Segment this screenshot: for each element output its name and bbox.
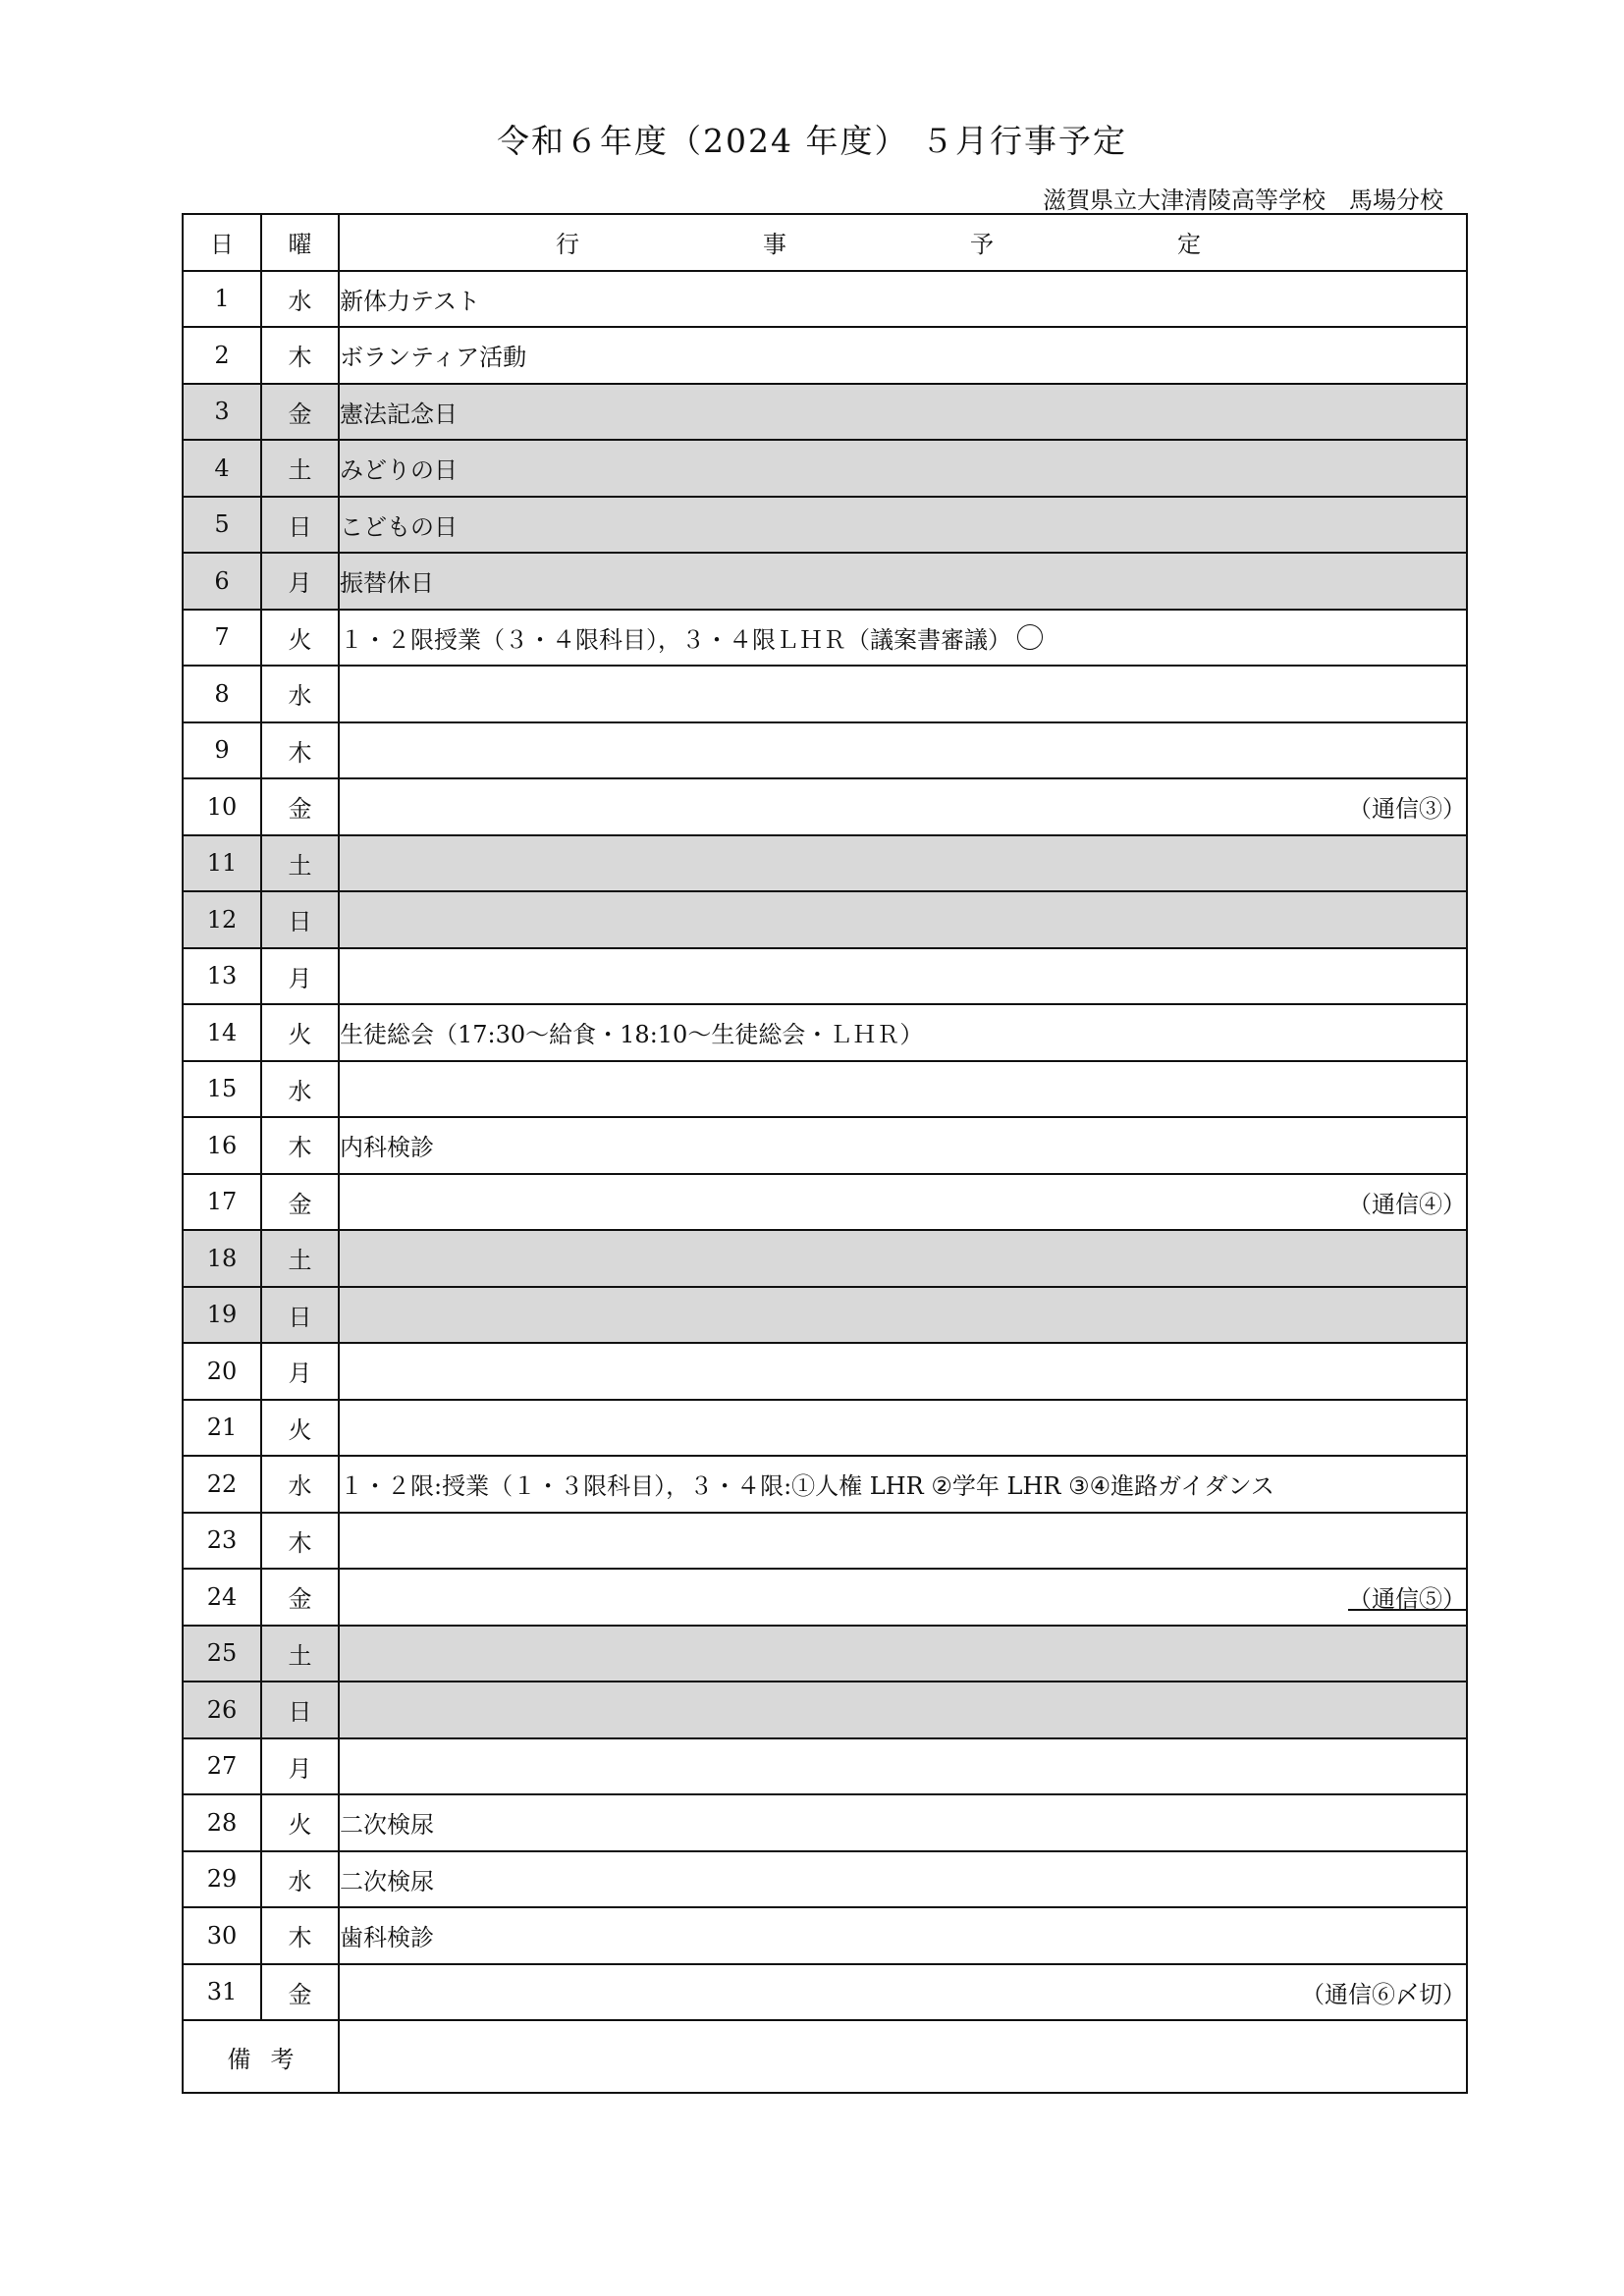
header-events-char: 予 xyxy=(970,231,994,259)
event-cell xyxy=(339,1174,1467,1231)
remarks-label-cell xyxy=(183,2020,339,2093)
weekday-cell: 月 xyxy=(261,1343,339,1400)
event-cell xyxy=(339,327,1467,384)
event-cell xyxy=(339,722,1467,779)
event-cell xyxy=(339,666,1467,722)
event-note: （通信③） xyxy=(1348,795,1466,824)
event-cell xyxy=(339,1569,1467,1626)
day-cell: 1 xyxy=(183,271,261,328)
table-row xyxy=(183,891,1467,948)
table-row xyxy=(183,440,1467,497)
table-row xyxy=(183,1851,1467,1908)
weekday-cell: 木 xyxy=(261,1117,339,1174)
event-cell xyxy=(339,1230,1467,1287)
event-cell xyxy=(339,1794,1467,1851)
weekday-cell: 木 xyxy=(261,1907,339,1964)
day-cell: 19 xyxy=(183,1287,261,1344)
weekday-cell: 火 xyxy=(261,1004,339,1061)
event-cell xyxy=(339,891,1467,948)
event-cell xyxy=(339,1117,1467,1174)
table-row xyxy=(183,1061,1467,1118)
weekday-cell: 水 xyxy=(261,666,339,722)
event-cell xyxy=(339,1964,1467,2021)
table-row xyxy=(183,1456,1467,1513)
table-row xyxy=(183,497,1467,554)
table-row xyxy=(183,1004,1467,1061)
day-cell: 8 xyxy=(183,666,261,722)
weekday-cell: 水 xyxy=(261,1851,339,1908)
weekday-cell: 火 xyxy=(261,610,339,667)
table-row xyxy=(183,553,1467,610)
event-cell xyxy=(339,778,1467,835)
table-row xyxy=(183,1569,1467,1626)
school-name: 滋賀県立大津清陵高等学校 馬場分校 xyxy=(1043,187,1443,214)
weekday-cell: 土 xyxy=(261,440,339,497)
day-cell: 24 xyxy=(183,1569,261,1626)
header-events-char: 定 xyxy=(1177,231,1201,259)
table-row xyxy=(183,271,1467,328)
day-cell: 16 xyxy=(183,1117,261,1174)
weekday-cell: 土 xyxy=(261,835,339,892)
day-cell: 26 xyxy=(183,1682,261,1738)
event-cell xyxy=(339,1907,1467,1964)
event-text: 二次検尿 xyxy=(340,1867,434,1896)
day-cell: 17 xyxy=(183,1174,261,1231)
header-weekday: 曜 xyxy=(261,214,339,271)
event-text: １・２限授業（３・４限科目），３・４限ＬＨＲ（議案書審議） xyxy=(340,625,1011,654)
table-row xyxy=(183,1174,1467,1231)
event-cell xyxy=(339,835,1467,892)
event-note: （通信⑤） xyxy=(1348,1585,1466,1614)
day-cell: 3 xyxy=(183,384,261,441)
day-cell: 29 xyxy=(183,1851,261,1908)
weekday-cell: 木 xyxy=(261,327,339,384)
weekday-cell: 日 xyxy=(261,1682,339,1738)
day-cell: 30 xyxy=(183,1907,261,1964)
event-cell xyxy=(339,1513,1467,1570)
event-cell xyxy=(339,1456,1467,1513)
event-text: 内科検診 xyxy=(340,1134,434,1162)
table-header-row xyxy=(183,214,1467,271)
weekday-cell: 月 xyxy=(261,1738,339,1795)
table-row xyxy=(183,778,1467,835)
weekday-cell: 日 xyxy=(261,497,339,554)
event-cell xyxy=(339,1287,1467,1344)
table-row xyxy=(183,1343,1467,1400)
weekday-cell: 月 xyxy=(261,948,339,1005)
weekday-cell: 木 xyxy=(261,1513,339,1570)
day-cell: 6 xyxy=(183,553,261,610)
event-note: （通信④） xyxy=(1348,1190,1466,1218)
day-cell: 22 xyxy=(183,1456,261,1513)
weekday-cell: 金 xyxy=(261,778,339,835)
page-title: 令和６年度（2024 年度） ５月行事予定 xyxy=(497,122,1127,160)
day-cell: 14 xyxy=(183,1004,261,1061)
day-cell: 23 xyxy=(183,1513,261,1570)
day-cell: 13 xyxy=(183,948,261,1005)
event-text: 振替休日 xyxy=(340,569,434,598)
header-events-char: 事 xyxy=(763,231,786,259)
day-cell: 7 xyxy=(183,610,261,667)
weekday-cell: 月 xyxy=(261,553,339,610)
weekday-cell: 火 xyxy=(261,1400,339,1457)
day-cell: 31 xyxy=(183,1964,261,2021)
event-cell xyxy=(339,1682,1467,1738)
weekday-cell: 水 xyxy=(261,1456,339,1513)
day-cell: 27 xyxy=(183,1738,261,1795)
table-row xyxy=(183,327,1467,384)
day-cell: 10 xyxy=(183,778,261,835)
event-cell xyxy=(339,1626,1467,1682)
table-row xyxy=(183,1794,1467,1851)
table-row xyxy=(183,722,1467,779)
weekday-cell: 金 xyxy=(261,1174,339,1231)
day-cell: 12 xyxy=(183,891,261,948)
circle-mark-icon xyxy=(1017,624,1043,650)
weekday-cell: 日 xyxy=(261,891,339,948)
event-cell xyxy=(339,1061,1467,1118)
event-cell xyxy=(339,384,1467,441)
table-row xyxy=(183,1287,1467,1344)
event-cell xyxy=(339,440,1467,497)
day-cell: 15 xyxy=(183,1061,261,1118)
event-cell xyxy=(339,553,1467,610)
table-row xyxy=(183,1400,1467,1457)
weekday-cell: 土 xyxy=(261,1230,339,1287)
event-cell xyxy=(339,948,1467,1005)
event-text: 憲法記念日 xyxy=(340,400,458,428)
event-text: 歯科検診 xyxy=(340,1924,434,1952)
table-row xyxy=(183,835,1467,892)
day-cell: 28 xyxy=(183,1794,261,1851)
event-text: こどもの日 xyxy=(340,512,458,541)
header-events-char: 行 xyxy=(556,231,579,259)
weekday-cell: 金 xyxy=(261,1964,339,2021)
event-cell xyxy=(339,271,1467,328)
remarks-cell xyxy=(339,2020,1467,2093)
day-cell: 25 xyxy=(183,1626,261,1682)
table-row xyxy=(183,384,1467,441)
weekday-cell: 日 xyxy=(261,1287,339,1344)
table-row xyxy=(183,1117,1467,1174)
event-cell xyxy=(339,1400,1467,1457)
header-events xyxy=(339,214,1467,271)
day-cell: 11 xyxy=(183,835,261,892)
event-cell xyxy=(339,610,1467,667)
table-row xyxy=(183,1964,1467,2021)
event-cell xyxy=(339,1738,1467,1795)
weekday-cell: 火 xyxy=(261,1794,339,1851)
table-row xyxy=(183,1738,1467,1795)
remarks-row xyxy=(183,2020,1467,2093)
weekday-cell: 土 xyxy=(261,1626,339,1682)
event-text: 二次検尿 xyxy=(340,1811,434,1840)
table-row xyxy=(183,1682,1467,1738)
weekday-cell: 水 xyxy=(261,271,339,328)
event-text: 新体力テスト xyxy=(340,287,481,315)
weekday-cell: 水 xyxy=(261,1061,339,1118)
header-day: 日 xyxy=(183,214,261,271)
day-cell: 9 xyxy=(183,722,261,779)
weekday-cell: 金 xyxy=(261,384,339,441)
event-cell xyxy=(339,1343,1467,1400)
event-cell xyxy=(339,1851,1467,1908)
day-cell: 2 xyxy=(183,327,261,384)
day-cell: 5 xyxy=(183,497,261,554)
event-text: １・２限:授業（１・３限科目），３・４限:①人権 LHR ②学年 LHR ③④進路ガイダンス xyxy=(340,1472,1274,1501)
table-row xyxy=(183,1626,1467,1682)
day-cell: 4 xyxy=(183,440,261,497)
event-cell xyxy=(339,497,1467,554)
day-cell: 20 xyxy=(183,1343,261,1400)
day-cell: 18 xyxy=(183,1230,261,1287)
table-row xyxy=(183,666,1467,722)
table-row xyxy=(183,1230,1467,1287)
event-text: 生徒総会（17:30～給食・18:10～生徒総会・ＬＨＲ） xyxy=(340,1021,924,1049)
schedule-table xyxy=(182,213,1468,2094)
event-text: ボランティア活動 xyxy=(340,344,527,372)
day-cell: 21 xyxy=(183,1400,261,1457)
table-row xyxy=(183,610,1467,667)
table-row xyxy=(183,948,1467,1005)
remarks-label: 備考 xyxy=(227,2045,314,2073)
table-row xyxy=(183,1513,1467,1570)
event-note: （通信⑥〆切） xyxy=(1301,1980,1466,2008)
event-cell xyxy=(339,1004,1467,1061)
weekday-cell: 木 xyxy=(261,722,339,779)
weekday-cell: 金 xyxy=(261,1569,339,1626)
table-row xyxy=(183,1907,1467,1964)
event-text: みどりの日 xyxy=(340,456,458,485)
